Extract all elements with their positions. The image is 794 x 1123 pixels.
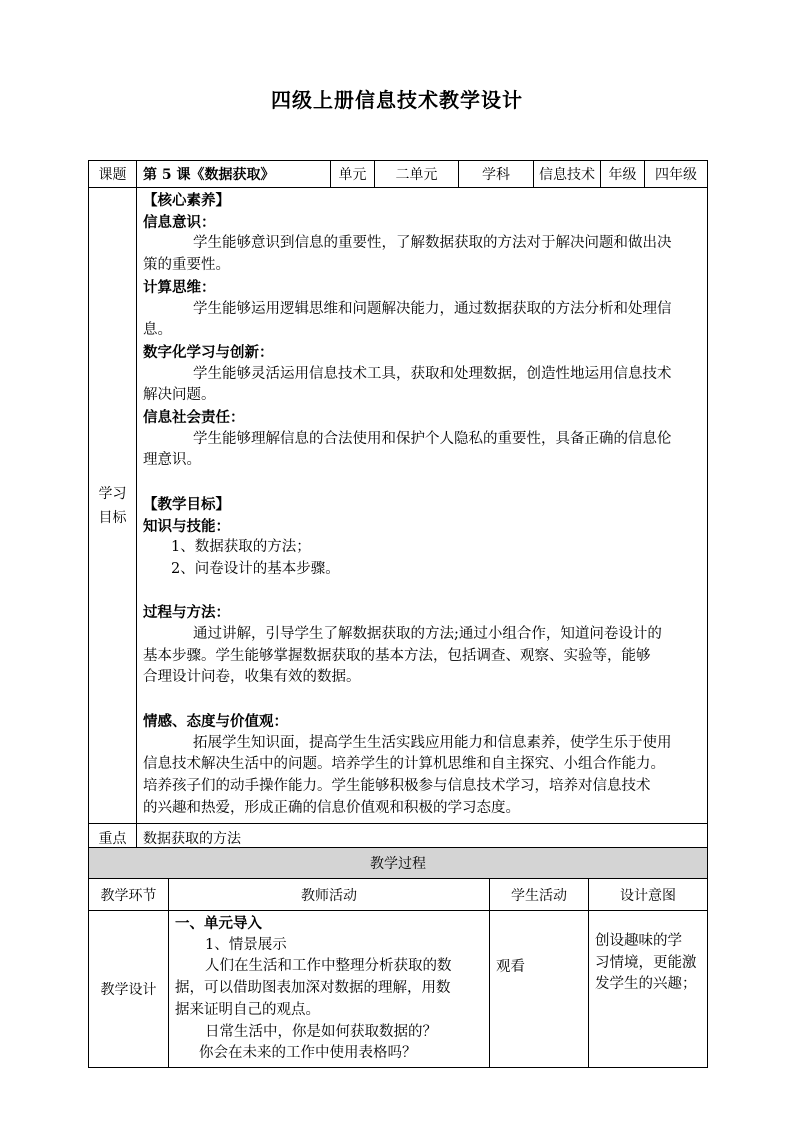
unit-label: 单元 bbox=[331, 161, 375, 188]
subject-label: 学科 bbox=[459, 161, 534, 188]
table-row bbox=[89, 911, 708, 1068]
design-intent: 创设趣味的学 习情境，更能激 发学生的兴趣； bbox=[589, 911, 708, 1068]
info-awareness-title: 信息意识： bbox=[143, 213, 216, 231]
goals-heading: 【教学目标】 bbox=[143, 495, 230, 513]
teacher-activity: 一、单元导入 1、情景展示 人们在生活和工作中整理分析获取的数 据，可以借助图表加深对数据的理解，用数 据来证明自己的观点。 日常生活中，你是如何获取数据的？ 你会在未来的工作中使用表格吗？ bbox=[169, 911, 490, 1068]
computational-thinking-title: 计算思维： bbox=[143, 278, 216, 296]
unit-intro-heading: 一、单元导入 bbox=[175, 915, 262, 932]
objectives-label: 学习 目标 bbox=[89, 188, 137, 824]
emotion-values-title: 情感、态度与价值观： bbox=[143, 712, 288, 730]
knowledge-skills-title: 知识与技能： bbox=[143, 517, 230, 535]
col-intent: 设计意图 bbox=[589, 879, 708, 911]
col-student: 学生活动 bbox=[490, 879, 589, 911]
lesson-value: 第 5 课《数据获取》 bbox=[137, 161, 331, 188]
page-title: 四级上册信息技术教学设计 bbox=[271, 88, 523, 112]
col-stage: 教学环节 bbox=[89, 879, 169, 911]
digital-learning-title: 数字化学习与创新： bbox=[143, 343, 274, 361]
grade-label: 年级 bbox=[601, 161, 645, 188]
lesson-label: 课题 bbox=[89, 161, 137, 188]
stage-cell: 教学设计 bbox=[89, 911, 169, 1068]
col-teacher: 教师活动 bbox=[169, 879, 490, 911]
core-heading: 【核心素养】 bbox=[143, 192, 230, 209]
social-responsibility-title: 信息社会责任： bbox=[143, 409, 245, 427]
process-header-row bbox=[89, 879, 708, 911]
student-activity: 观看 bbox=[490, 911, 589, 1068]
objectives-row bbox=[89, 188, 708, 824]
process-methods-title: 过程与方法： bbox=[143, 604, 230, 622]
scenario-subheading: 1、情景展示 bbox=[205, 936, 287, 953]
objectives-content: 【核心素养】 信息意识： 学生能够意识到信息的重要性，了解数据获取的方法对于解决问题和做出决 策的重要性。 计算思维： 学生能够运用逻辑思维和问题解决能力，通过数据获取的方法分析和处理信 息。 数字化学习与创新： 学生能够灵活运用信息技术工具，获取和处理数据，创造性地运用信息技术 解决问题。 信息社会责任： 学生能够理解信息的合法使用和保护个人隐私的重要性，具备正确的信息伦 理意识。 【教学目标】 知识与技能： 1、数据获取的方法； 2、问卷设计的基本步骤。 过程与方法： 通过讲解，引导学生了解数据获取的方法;通过小组合作，知道问卷设计的 基本步骤。学生能够掌握数据获取的基本方法，包括调查、观察、实验等，能够 合理设计问卷，收集有效的数据。 情感、态度与价值观： 拓展学生知识面，提高学生生活实践应用能力和信息素养，使学生乐于使用 信息技术解决生活中的问题。培养学生的计算机思维和自主探究、小组合作能力。 培养孩子们的动手操作能力。学生能够积极参与信息技术学习，培养对信息技术 的兴趣和热爱，形成正确的信息价值观和积极的学习态度。 bbox=[137, 188, 708, 824]
process-title: 教学过程 bbox=[89, 848, 708, 879]
subject-value: 信息技术 bbox=[534, 161, 601, 188]
header-row bbox=[89, 161, 708, 188]
list-item: 2、问卷设计的基本步骤。 bbox=[171, 560, 340, 577]
list-item: 1、数据获取的方法； bbox=[171, 539, 311, 556]
grade-value: 四年级 bbox=[645, 161, 708, 188]
key-point-label: 重点 bbox=[89, 824, 137, 852]
lesson-info-table bbox=[88, 160, 708, 879]
unit-value: 二单元 bbox=[375, 161, 459, 188]
process-title-row bbox=[89, 848, 708, 879]
key-point-value: 数据获取的方法 bbox=[137, 824, 708, 852]
teaching-process-table bbox=[88, 847, 708, 1068]
